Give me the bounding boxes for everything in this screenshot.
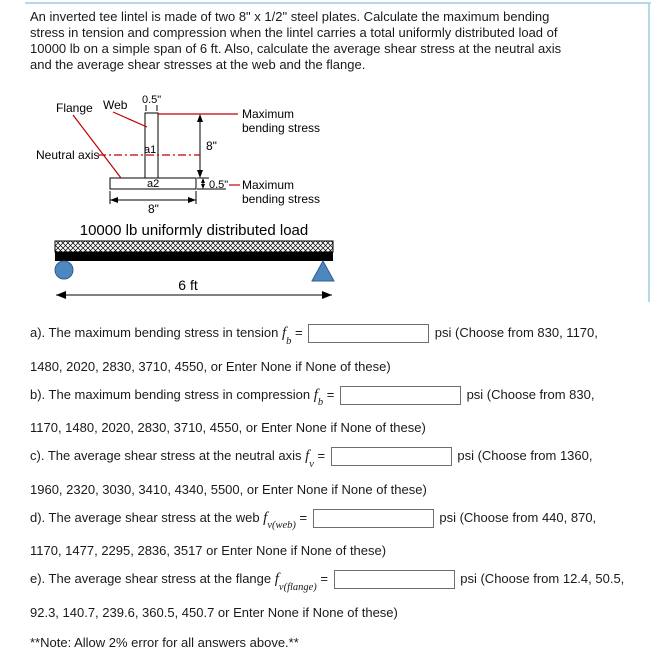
web-thickness-label: 0.5" [142,94,162,106]
question-c [30,442,628,504]
answer-input-e[interactable] [334,570,455,589]
tee-cross-section [36,94,320,216]
max-bending-stress-top-label [242,107,320,135]
equals-sign: = [291,325,307,340]
svg-text:bending stress: bending stress [242,192,321,206]
a1-label: a1 [144,144,157,156]
question-c-choices: psi (Choose from 1360, 1960, 2320, 3030, 3410, 4340, 5500, or Enter None if None of these) [30,448,593,497]
math-symbol-fv: $f_v$ [305,448,314,470]
cross-section-and-beam-diagram [28,93,428,305]
problem-statement: An inverted tee lintel is made of two 8" x 1/2" steel plates. Calculate the maximum bending stress in tension and compression when the lintel carries a total uniformly distributed load of 10000 lb on a simple span of 6 ft. Also, calculate the average shear stress at the neutral axis and the average shear stresses at the web and the flange. [30,9,562,72]
roller-support-circle [55,261,73,279]
answer-input-b[interactable] [340,386,461,405]
question-b-choices: psi (Choose from 830, 1170, 1480, 2020, 2830, 3710, 4550, or Enter None if None of these) [30,386,595,436]
flange-thickness-dimension-label: 0.5" [209,179,229,191]
svg-text:bending stress: bending stress [242,121,321,135]
question-b-prompt: b). The maximum bending stress in compression [30,386,314,402]
math-symbol-fv-web: $f_{v(web)}$ [263,509,296,532]
svg-text:Maximum: Maximum [242,178,295,192]
math-symbol-fv-flange: $f_{v(flange)}$ [274,571,317,593]
flange-width-dimension-label: 8" [148,202,159,216]
pin-support-triangle [312,261,334,281]
equals-sign: = [313,448,329,464]
question-a-prompt: a). The maximum bending stress in tension [30,325,282,340]
neutral-axis-label: Neutral axis [36,148,100,162]
question-d [30,504,628,566]
question-b [30,381,628,443]
question-e-prompt: e). The average shear stress at the flange [30,571,275,587]
load-label: 10000 lb uniformly distributed load [79,222,309,239]
frame-right-border [648,2,650,302]
equals-sign: = [323,386,338,402]
svg-text:Maximum: Maximum [242,107,295,121]
web-label: Web [103,98,128,112]
flange-label: Flange [56,101,93,115]
question-d-prompt: d). The average shear stress at the web [30,509,264,525]
a2-label: a2 [147,178,160,190]
question-a-choices: psi (Choose from 830, 1170, 1480, 2020, 2830, 3710, 4550, or Enter None if None of these) [30,325,598,374]
frame-top-border [25,2,651,4]
question-e [30,565,628,627]
equals-sign: = [316,571,332,587]
beam-bar [55,252,333,261]
question-c-prompt: c). The average shear stress at the neutral axis [30,448,306,464]
note-text: **Note: Allow 2% error for all answers above.** [30,634,299,650]
question-e-choices: psi (Choose from 12.4, 50.5, 92.3, 140.7, 239.6, 360.5, 450.7 or Enter None if None of these) [30,571,625,620]
equals-sign: = [295,509,311,525]
web-height-dimension-label: 8" [206,139,217,153]
math-symbol-fb: $f_b$ [281,325,292,347]
distributed-load-hatch [55,241,333,252]
span-label: 6 ft [178,277,198,293]
math-symbol-fb: $f_b$ [313,386,324,409]
beam-diagram [55,222,334,299]
answer-input-c[interactable] [331,447,452,466]
question-a [30,319,628,381]
question-d-choices: psi (Choose from 440, 870, 1170, 1477, 2295, 2836, 3517 or Enter None if None of these) [30,509,597,559]
answer-input-d[interactable] [313,509,434,528]
answer-input-a[interactable] [308,324,429,343]
max-bending-stress-bottom-label [242,178,320,206]
question-list [30,319,628,627]
